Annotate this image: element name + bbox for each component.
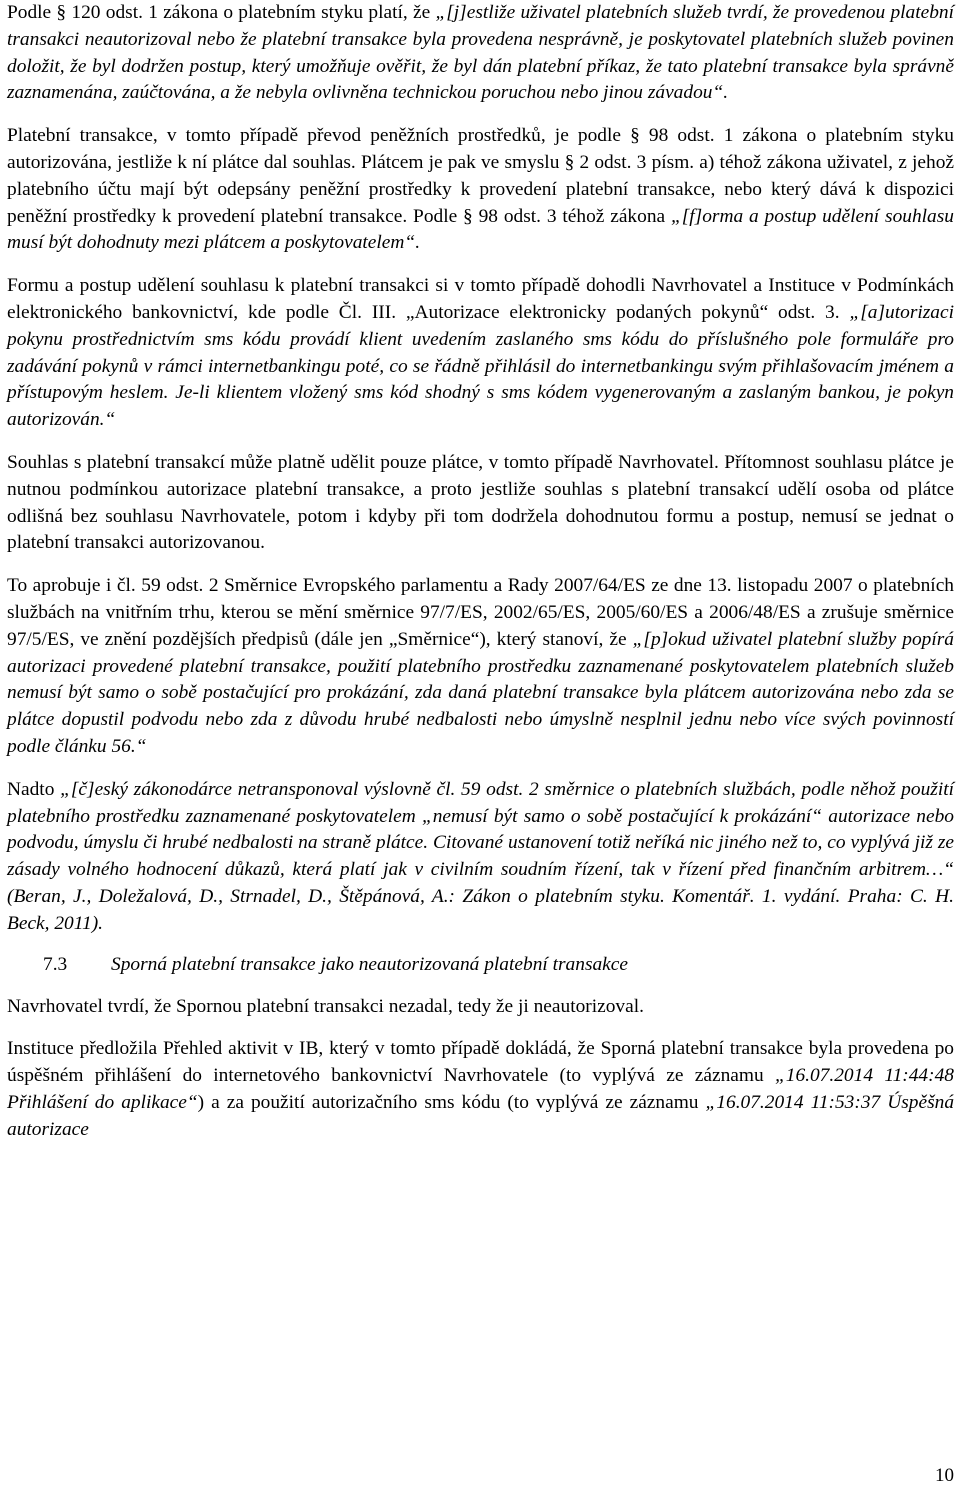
paragraph [7, 273, 954, 434]
paragraph-text: Podle § 120 odst. 1 zákona o platebním styku platí, že [7, 2, 436, 23]
body-before-section [7, 0, 954, 938]
italic-quote-text: „[j]estliže uživatel platebních služeb tvrdí, že provedenou platební transakci neautorizoval nebo že platební transakce byla provedena nesprávně, je poskytovatel platebních služeb povinen doložit, že byl dodržen postup, který umožňuje ověřit, že byl dán platební příkaz, že tato platební transakce byla správně zaznamenána, zaúčtována, a že nebyla ovlivněna technickou poruchou nebo jinou závadou“. [7, 2, 954, 104]
italic-quote-text: „[č]eský zákonodárce netransponoval výslovně čl. 59 odst. 2 směrnice o platebních službách, podle něhož použití platebního prostředku zaznamenané poskytovatelem „nemusí být samo o sobě postačující k prokázání“ autorizace nebo podvodu, úmyslu či hrubé nedbalosti na straně plátce. Citované ustanovení totiž neříká nic jiného než to, co vyplývá již ze zásady volného hodnocení důkazů, která platí jak v civilním soudním řízení, tak v řízení před finančním arbitrem…“ (Beran, J., Doležalová, D., Strnadel, D., Štěpánová, A.: Zákon o platebním styku. Komentář. 1. vydání. Praha: C. H. Beck, 2011). [7, 778, 954, 934]
paragraph-text: Formu a postup udělení souhlasu k platební transakci si v tomto případě dohodli Navrhovatel a Instituce v Podmínkách elektronického bankovnictví, kde podle Čl. III. „Autorizace elektronicky podaných pokynů“ odst. 3. [7, 275, 954, 323]
italic-quote-text: „[f]orma a postup udělení souhlasu musí být dohodnuty mezi plátcem a poskytovatelem“. [7, 205, 954, 254]
paragraph-text: ) a za použití autorizačního sms kódu (to vyplývá ze záznamu [197, 1091, 706, 1113]
paragraph [7, 994, 954, 1021]
section-number: 7.3 [43, 953, 68, 975]
paragraph-text: Souhlas s platební transakcí může platně udělit pouze plátce, v tomto případě Navrhovatel. Přítomnost souhlasu plátce je nutnou podmínkou autorizace platební transakce, a proto jestliže souhlas s platební transakcí udělí osoba od plátce odlišná bez souhlasu Navrhovatele, potom i kdyby při tom dodržela dohodnutou formu a postup, nemusí se jednat o platební transakci autorizovanou. [7, 451, 954, 554]
section-title: Sporná platební transakce jako neautorizovaná platební transakce [111, 953, 629, 975]
paragraph [7, 450, 954, 557]
italic-quote-text: „[p]okud uživatel platební služby popírá autorizaci provedené platební transakce, použití platebního prostředku zaznamenané poskytovatelem platebních služeb nemusí být samo o sobě postačující pro prokázání, zda daná platební transakce byla plátcem autorizována nebo zda se plátce dopustil podvodu nebo zda z důvodu hrubé nedbalosti nebo úmyslně nesplnil jednu nebo více svých povinností podle článku 56.“ [7, 628, 954, 757]
paragraph-text: Instituce předložila Přehled aktivit v IB, který v tomto případě dokládá, že Sporná platební transakce byla provedena po úspěšném přihlášení do internetového bankovnictví Navrhovatele (to vyplývá ze záznamu [7, 1038, 954, 1087]
paragraph-text: Navrhovatel tvrdí, že Spornou platební transakci nezadal, tedy že ji neautorizoval. [7, 995, 644, 1017]
paragraph [7, 0, 954, 107]
paragraph [7, 1036, 954, 1143]
body-after-section [7, 994, 954, 1144]
paragraph [7, 777, 954, 938]
section-heading [7, 952, 954, 978]
paragraph [7, 123, 954, 257]
paragraph [7, 573, 954, 761]
italic-quote-text: „[a]utorizaci pokynu prostřednictvím sms kódu provádí klient uvedením zaslaného sms kódu do příslušného pole formuláře pro zadávání pokynů v rámci internetbankingu poté, co se řádně přihlásil do internetbankingu svým přihlašovacím jménem a přístupovým heslem. Je-li klientem vložený sms kód shodný s sms kódem vygenerovaným a zaslaným bankou, je pokyn autorizován.“ [7, 301, 954, 431]
paragraph-text: Nadto [7, 778, 61, 800]
page-number: 10 [935, 1465, 954, 1486]
italic-quote-text: „16.07.2014 11:53:37 Úspěšná autorizace [7, 1091, 955, 1140]
paragraph-text: To aprobuje i čl. 59 odst. 2 Směrnice Evropského parlamentu a Rady 2007/64/ES ze dne 13. listopadu 2007 o platebních službách na vnitřním trhu, kterou se mění směrnice 97/7/ES, 2002/65/ES, 2005/60/ES a 2006/48/ES a zrušuje směrnice 97/5/ES, ve znění pozdějších předpisů (dále jen „Směrnice“), který stanoví, že [7, 575, 954, 650]
paragraph-text: Platební transakce, v tomto případě převod peněžních prostředků, je podle § 98 odst. 1 zákona o platebním styku autorizována, jestliže k ní plátce dal souhlas. Plátcem je pak ve smyslu § 2 odst. 3 písm. a) téhož zákona uživatel, z jehož platebního účtu mají být odepsány peněžní prostředky k provedení platební transakce, nebo který dává k dispozici peněžní prostředky k provedení platební transakce. Podle § 98 odst. 3 téhož zákona [7, 125, 954, 227]
italic-quote-text: „16.07.2014 11:44:48 Přihlášení do aplikace“ [7, 1065, 954, 1113]
